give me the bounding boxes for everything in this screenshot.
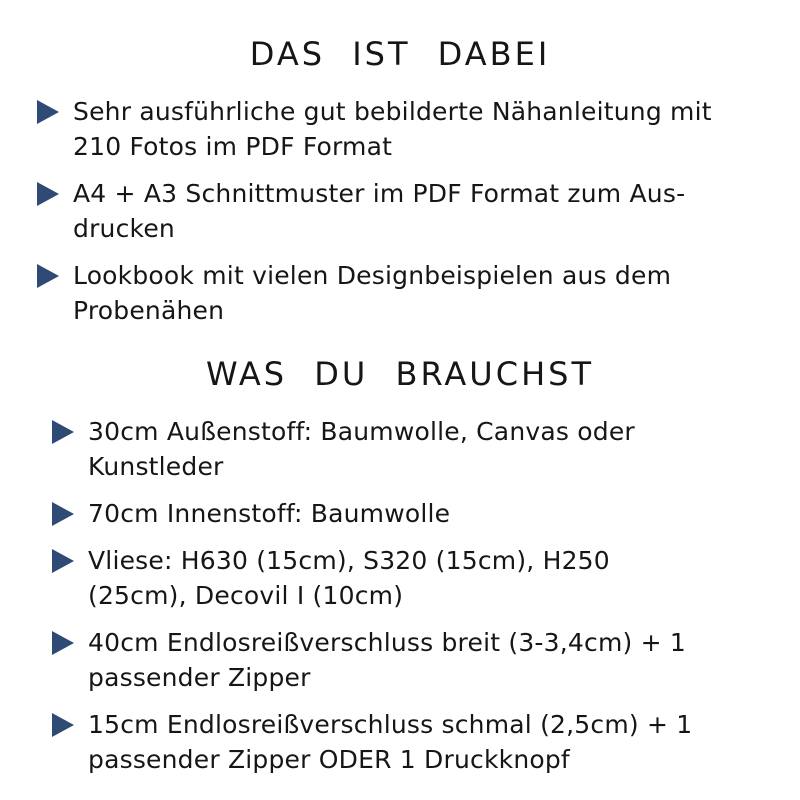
triangle-bullet-icon [52, 549, 74, 573]
triangle-bullet-icon [52, 713, 74, 737]
list-item [52, 414, 800, 484]
item-line: 40cm Endlosreißverschluss breit (3-3,4cm) + 1 [88, 628, 687, 657]
section-title-included: DAS IST DABEI [249, 35, 551, 73]
triangle-bullet-icon [52, 502, 74, 526]
item-line: 15cm Endlosreißverschluss schmal (2,5cm) + 1 [88, 710, 693, 739]
included-list [0, 94, 800, 328]
list-item-text [88, 707, 692, 777]
triangle-bullet-icon [52, 631, 74, 655]
list-item-text [88, 414, 635, 484]
list-item [37, 94, 800, 164]
triangle-bullet-icon [52, 420, 74, 444]
list-item [37, 258, 800, 328]
item-line: A4 + A3 Schnittmuster im PDF Format zum Aus- [73, 179, 686, 208]
item-line: passender Zipper ODER 1 Druckknopf [88, 745, 570, 774]
item-line: Lookbook mit vielen Designbeispielen aus dem [73, 261, 672, 290]
needed-list [0, 414, 800, 777]
item-line: drucken [73, 214, 175, 243]
list-item [52, 496, 800, 531]
item-line: 210 Fotos im PDF Format [73, 132, 393, 161]
item-line: Kunstleder [88, 452, 224, 481]
list-item-text [73, 94, 712, 164]
list-item-text [88, 496, 450, 531]
item-line: 30cm Außenstoff: Baumwolle, Canvas oder [88, 417, 635, 446]
item-line: passender Zipper [88, 663, 311, 692]
list-item-text [73, 258, 671, 328]
list-item [52, 543, 800, 613]
triangle-bullet-icon [37, 100, 59, 124]
list-item-text [73, 176, 685, 246]
triangle-bullet-icon [37, 182, 59, 206]
item-line: Probenähen [73, 296, 225, 325]
triangle-bullet-icon [37, 264, 59, 288]
item-line: (25cm), Decovil I (10cm) [88, 581, 404, 610]
item-line: Sehr ausführliche gut bebilderte Nähanleitung mit [73, 97, 712, 126]
item-line: 70cm Innenstoff: Baumwolle [88, 499, 451, 528]
list-item-text [88, 625, 686, 695]
list-item-text [88, 543, 610, 613]
section-title-needed: WAS DU BRAUCHST [206, 355, 594, 393]
list-item [52, 625, 800, 695]
list-item [37, 176, 800, 246]
list-item [52, 707, 800, 777]
item-line: Vliese: H630 (15cm), S320 (15cm), H250 [88, 546, 610, 575]
